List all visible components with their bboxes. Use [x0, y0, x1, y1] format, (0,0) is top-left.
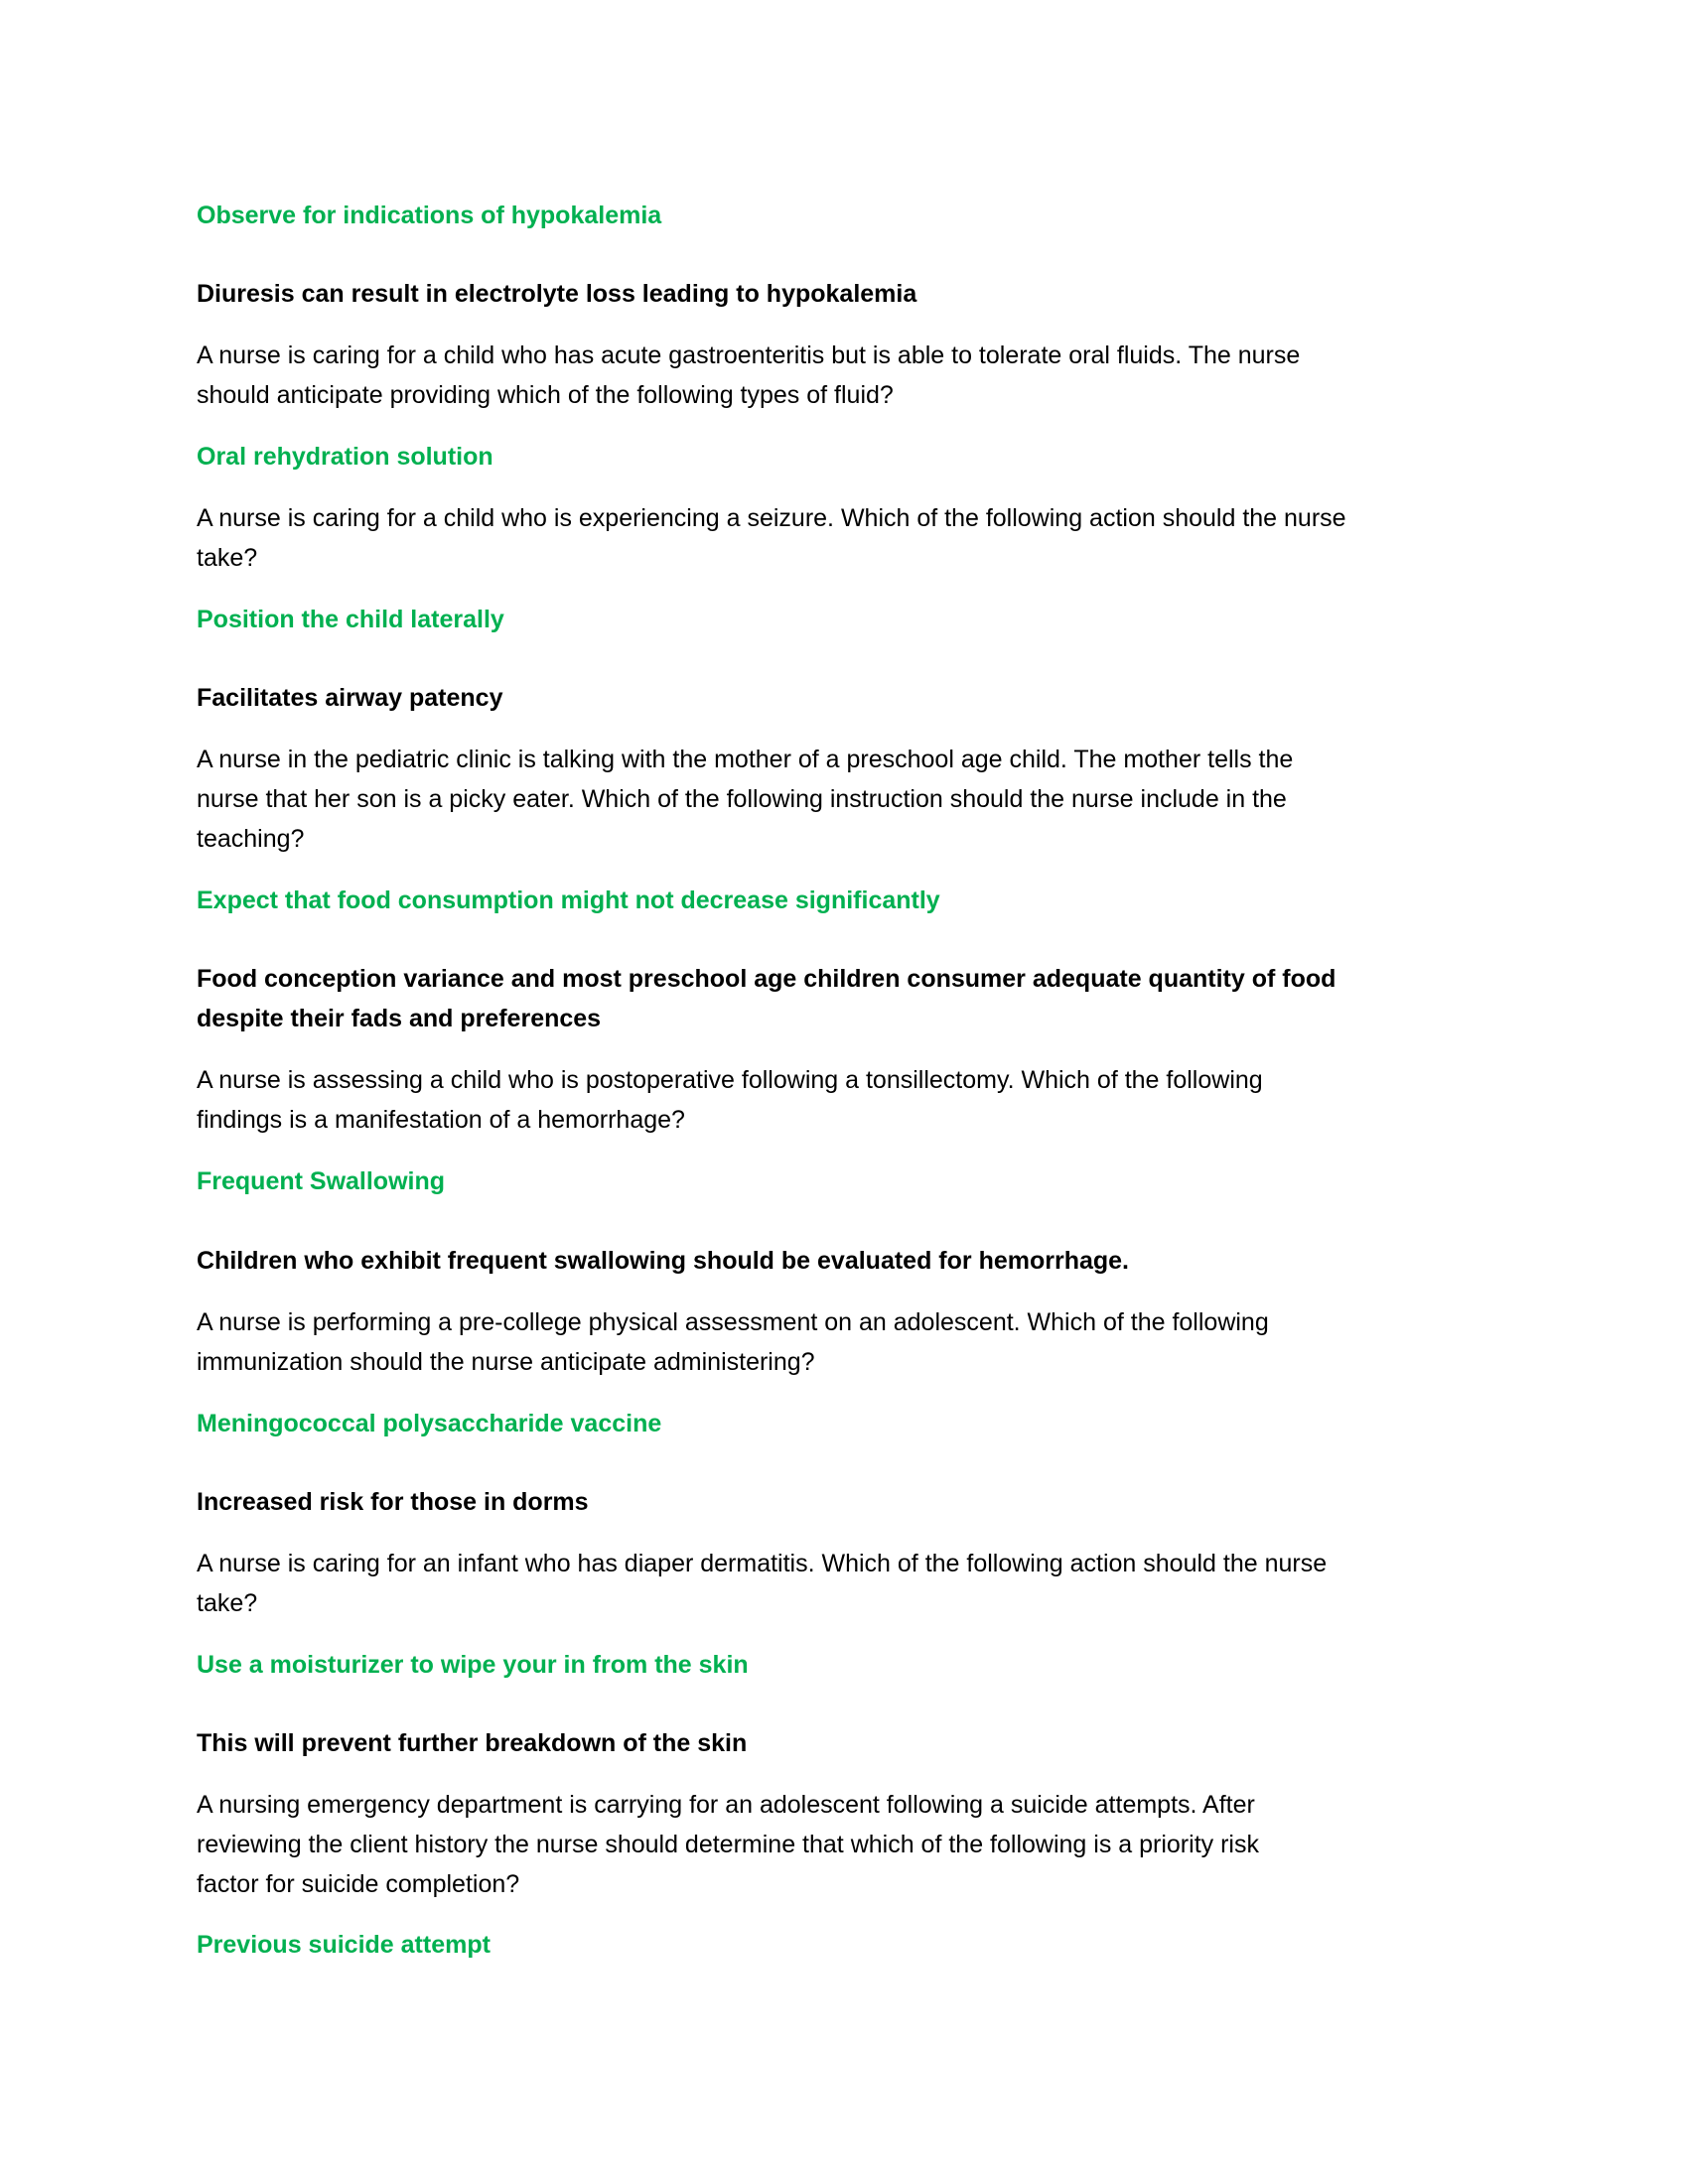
- rationale-block: [197, 1723, 1507, 1763]
- rationale-text-line: despite their fads and preferences: [197, 1005, 602, 1032]
- question-block: [197, 1302, 1507, 1382]
- rationale-text-line: Increased risk for those in dorms: [197, 1488, 589, 1516]
- rationale-block: [197, 959, 1507, 1038]
- question-text-line: A nurse is caring for a child who has acute gastroenteritis but is able to tolerate oral fluids. The nurse: [197, 341, 1301, 369]
- answer-text-line: Position the child laterally: [197, 606, 504, 633]
- rationale-text-line: Facilitates airway patency: [197, 684, 503, 712]
- answer-text-line: Observe for indications of hypokalemia: [197, 202, 662, 229]
- question-text-line: A nurse is caring for a child who is experiencing a seizure. Which of the following action should the nurse: [197, 504, 1346, 532]
- answer-text-line: Previous suicide attempt: [197, 1931, 491, 1959]
- question-text-line: immunization should the nurse anticipate administering?: [197, 1348, 815, 1376]
- answer-text-line: Use a moisturizer to wipe your in from the skin: [197, 1651, 749, 1679]
- question-block: [197, 740, 1507, 859]
- answer-block: [197, 1925, 1507, 1965]
- question-text-line: teaching?: [197, 825, 305, 853]
- rationale-text-line: Diuresis can result in electrolyte loss leading to hypokalemia: [197, 280, 917, 308]
- rationale-block: [197, 1241, 1507, 1281]
- rationale-text-line: Food conception variance and most preschool age children consumer adequate quantity of food: [197, 965, 1336, 993]
- question-text-line: findings is a manifestation of a hemorrhage?: [197, 1106, 685, 1134]
- answer-block: [197, 437, 1507, 477]
- question-block: [197, 1785, 1507, 1904]
- question-text-line: nurse that her son is a picky eater. Which of the following instruction should the nurse include in the: [197, 785, 1287, 813]
- answer-block: [197, 881, 1507, 920]
- rationale-text-line: Children who exhibit frequent swallowing should be evaluated for hemorrhage.: [197, 1247, 1130, 1275]
- rationale-text-line: This will prevent further breakdown of the skin: [197, 1729, 748, 1757]
- rationale-block: [197, 274, 1507, 314]
- question-block: [197, 1060, 1507, 1140]
- question-block: [197, 1544, 1507, 1623]
- question-block: [197, 336, 1507, 415]
- answer-text-line: Expect that food consumption might not decrease significantly: [197, 887, 940, 914]
- answer-text-line: Meningococcal polysaccharide vaccine: [197, 1410, 662, 1437]
- answer-text-line: Frequent Swallowing: [197, 1167, 446, 1195]
- question-text-line: should anticipate providing which of the following types of fluid?: [197, 381, 894, 409]
- answer-text-line: Oral rehydration solution: [197, 443, 493, 471]
- question-text-line: A nursing emergency department is carrying for an adolescent following a suicide attempts. After: [197, 1791, 1255, 1819]
- question-text-line: A nurse in the pediatric clinic is talking with the mother of a preschool age child. The mother tells the: [197, 746, 1294, 773]
- question-text-line: reviewing the client history the nurse should determine that which of the following is a priority risk: [197, 1831, 1259, 1858]
- question-text-line: A nurse is assessing a child who is postoperative following a tonsillectomy. Which of the following: [197, 1066, 1263, 1094]
- answer-block: [197, 1645, 1507, 1685]
- rationale-block: [197, 1482, 1507, 1522]
- question-text-line: A nurse is performing a pre-college physical assessment on an adolescent. Which of the following: [197, 1308, 1269, 1336]
- question-text-line: A nurse is caring for an infant who has diaper dermatitis. Which of the following action should the nurse: [197, 1550, 1328, 1577]
- question-text-line: take?: [197, 544, 258, 572]
- answer-block: [197, 1161, 1507, 1201]
- question-text-line: factor for suicide completion?: [197, 1870, 520, 1898]
- answer-block: [197, 600, 1507, 639]
- answer-block: [197, 196, 1507, 235]
- answer-block: [197, 1404, 1507, 1443]
- rationale-block: [197, 678, 1507, 718]
- question-text-line: take?: [197, 1589, 258, 1617]
- question-block: [197, 498, 1507, 578]
